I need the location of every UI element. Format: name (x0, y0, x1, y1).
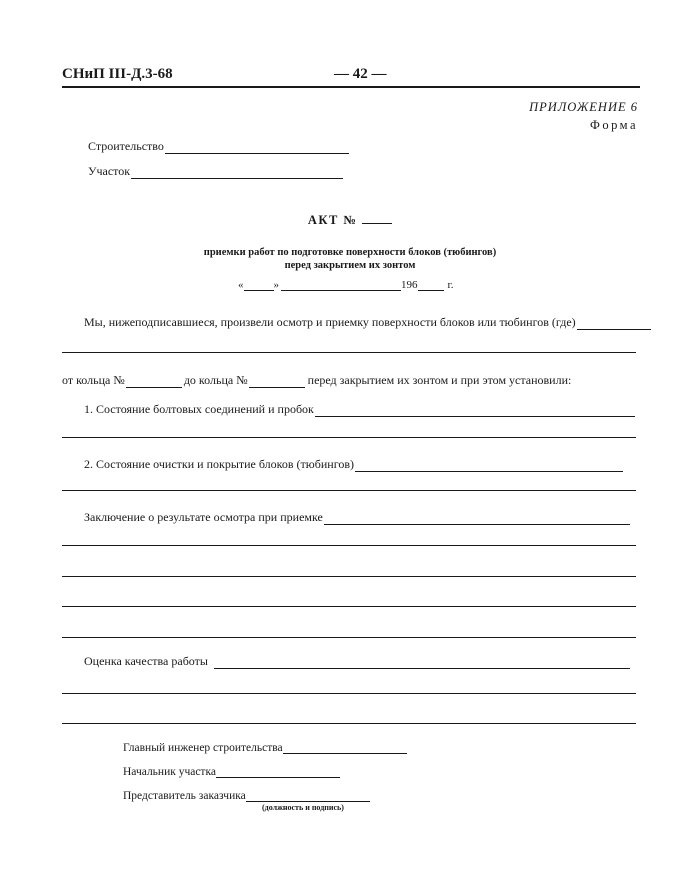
conclusion-blank[interactable] (324, 512, 630, 525)
date-close-quote: » (273, 279, 279, 291)
conclusion-blank-line-2[interactable] (62, 576, 636, 577)
quality-blank-line-2[interactable] (62, 723, 636, 724)
date-day-blank[interactable] (244, 279, 274, 291)
item1-field (84, 402, 635, 417)
act-title (0, 212, 700, 228)
customer-rep-blank[interactable] (246, 790, 370, 802)
intro-text: Мы, нижеподписавшиеся, произвели осмотр и приемку поверхности блоков или тюбингов (где) (84, 315, 576, 329)
construction-field (88, 139, 349, 154)
section-head-blank[interactable] (216, 766, 340, 778)
date-suffix: г. (447, 279, 454, 291)
intro-field (84, 315, 651, 330)
signature-caption: (должность и подпись) (262, 803, 344, 812)
ring-from-blank[interactable] (126, 375, 182, 388)
ring-range-field (62, 373, 571, 388)
ring-to-label: до кольца № (183, 373, 248, 387)
construction-blank[interactable] (165, 141, 349, 154)
act-subtitle-line2: перед закрытием их зонтом (284, 260, 416, 271)
act-number-blank[interactable] (362, 212, 392, 224)
section-head-signature (123, 766, 340, 778)
quality-blank-line-1[interactable] (62, 693, 636, 694)
date-open-quote: « (238, 279, 244, 291)
item1-blank-line[interactable] (62, 437, 636, 438)
ring-tail-text: перед закрытием их зонтом и при этом установили: (307, 373, 572, 387)
chief-engineer-label: Главный инженер строительства (123, 742, 283, 754)
conclusion-blank-line-3[interactable] (62, 606, 636, 607)
item1-blank[interactable] (315, 404, 635, 417)
quality-label: Оценка качества работы (84, 654, 208, 668)
chief-engineer-signature (123, 742, 407, 754)
conclusion-field (84, 510, 630, 525)
act-title-text: АКТ № (307, 213, 358, 227)
customer-rep-signature (123, 790, 370, 802)
page-number: — 42 — (334, 66, 387, 82)
conclusion-blank-line-1[interactable] (62, 545, 636, 546)
chief-engineer-blank[interactable] (283, 742, 407, 754)
section-head-label: Начальник участка (123, 766, 216, 778)
item2-label: 2. Состояние очистки и покрытие блоков (тюбингов) (84, 457, 354, 471)
form-label: Форма (589, 118, 638, 132)
ring-to-blank[interactable] (249, 375, 305, 388)
quality-blank[interactable] (214, 656, 630, 669)
date-year: 196 (401, 279, 418, 291)
conclusion-label: Заключение о результате осмотра при приемке (84, 510, 323, 524)
intro-blank[interactable] (577, 317, 651, 330)
item2-field (84, 457, 623, 472)
customer-rep-label: Представитель заказчика (123, 790, 246, 802)
conclusion-blank-line-4[interactable] (62, 637, 636, 638)
intro-blank-line[interactable] (62, 352, 636, 353)
item1-label: 1. Состояние болтовых соединений и пробок (84, 402, 314, 416)
item2-blank[interactable] (355, 459, 623, 472)
section-label: Участок (88, 164, 131, 178)
date-month-blank[interactable] (281, 279, 401, 291)
header-rule (62, 86, 640, 88)
document-code: СНиП III-Д.3-68 (62, 66, 173, 82)
ring-from-label: от кольца № (62, 373, 125, 387)
act-date (238, 279, 454, 291)
appendix-label: ПРИЛОЖЕНИЕ 6 (529, 100, 638, 114)
date-year-blank[interactable] (418, 279, 444, 291)
construction-label: Строительство (88, 139, 164, 153)
section-field (88, 164, 343, 179)
item2-blank-line[interactable] (62, 490, 636, 491)
section-blank[interactable] (131, 166, 343, 179)
quality-field (84, 654, 630, 669)
act-subtitle-line1: приемки работ по подготовке поверхности блоков (тюбингов) (203, 247, 497, 258)
